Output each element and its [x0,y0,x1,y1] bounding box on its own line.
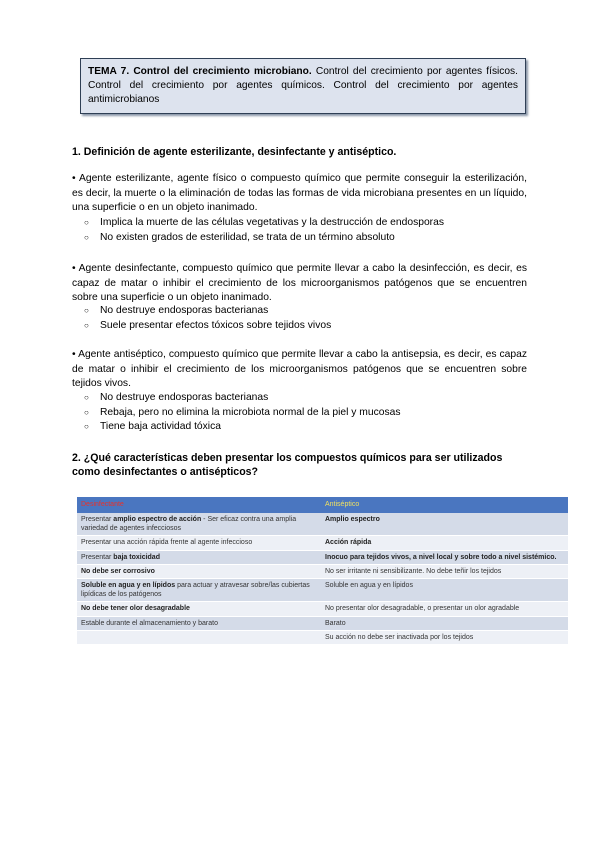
list-item: ○ Suele presentar efectos tóxicos sobre tejidos vivos [84,319,331,334]
table-row [77,616,568,630]
desinfectante-list [84,304,331,333]
list-item: ○ No destruye endosporas bacterianas [84,304,331,319]
esterilizante-paragraph: • Agente esterilizante, agente físico o compuesto químico que permite conseguir la esterilización, es decir, la muerte o la eliminación de todas las formas de vida microbiana presentes en un líquido, una superficie o en un objeto inanimado. [72,173,527,214]
cell-antiseptico [321,630,568,644]
cell-desinfectante [77,579,321,602]
antiseptico-paragraph: • Agente antiséptico, compuesto químico que permite llevar a cabo la antisepsia, es decir, es capaz de matar o inhibir el crecimiento de los microorganismos patógenos que se encuentren sobre tejidos vivos. [72,349,527,390]
section2-heading: 2. ¿Qué características deben presentar los compuestos químicos para ser utilizados como desinfectantes o antisépticos? [72,452,503,478]
cell-antiseptico [321,513,568,536]
cell-text-bold: Amplio espectro [325,516,380,523]
cell-desinfectante [77,513,321,536]
topic-text: Control del crecimiento por agentes físicos. Control del crecimiento por agentes químicos. Control del crecimiento por agentes antimicrobianos [88,66,518,105]
cell-text-pre: No ser irritante ni sensibilizante. No debe teñir los tejidos [325,567,502,575]
section1-heading: 1. Definición de agente esterilizante, desinfectante y antiséptico. [72,146,397,158]
topic-box [80,58,526,114]
cell-desinfectante [77,602,321,616]
header-antiseptico: Antiséptico [321,497,568,513]
cell-desinfectante [77,564,321,578]
cell-desinfectante [77,550,321,564]
table-row [77,579,568,602]
table-row [77,602,568,616]
cell-desinfectante [77,630,321,644]
esterilizante-list [84,216,444,245]
cell-text-bold: Inocuo para tejidos vivos, a nivel local y sobre todo a nivel sistémico. [325,553,557,561]
cell-text-bold: No debe ser corrosivo [81,567,155,575]
cell-text-bold: No debe tener olor desagradable [81,605,190,613]
comparison-table [77,497,568,645]
cell-text-pre: Presentar [81,516,114,523]
cell-text-pre: Presentar [81,553,114,561]
cell-desinfectante [77,616,321,630]
cell-antiseptico [321,616,568,630]
cell-text-post: para actuar y atravesar sobre/las cubiertas lipídicas de los patógenos [81,582,310,599]
table-row [77,513,568,536]
desinfectante-paragraph: • Agente desinfectante, compuesto químico que permite llevar a cabo la desinfección, es decir, es capaz de matar o inhibir el crecimiento de los microorganismos patógenos que se encuentren sobre una superficie o un objeto inanimado. [72,263,527,304]
list-item: ○ Rebaja, pero no elimina la microbiota normal de la piel y mucosas [84,406,400,421]
cell-text-pre: No presentar olor desagradable, o presentar un olor agradable [325,605,520,613]
cell-antiseptico [321,564,568,578]
topic-title: TEMA 7. Control del crecimiento microbiano. [88,66,312,77]
list-item: ○ Implica la muerte de las células vegetativas y la destrucción de endosporas [84,216,444,231]
cell-text-pre: Barato [325,619,346,627]
header-desinfectante: Desinfectante [77,497,321,513]
cell-text-post: - Ser eficaz contra una amplia variedad de agentes infecciosos [81,516,297,533]
cell-text-pre: Presentar una acción rápida frente al agente infeccioso [81,539,253,547]
cell-desinfectante [77,536,321,550]
cell-text-pre: Estable durante el almacenamiento y barato [81,619,218,627]
list-item: ○ Tiene baja actividad tóxica [84,420,400,435]
table-row [77,550,568,564]
cell-antiseptico [321,579,568,602]
cell-text-bold: Acción rápida [325,539,372,547]
cell-antiseptico [321,550,568,564]
cell-antiseptico [321,602,568,616]
table-header-row [77,497,568,513]
cell-text-bold: Soluble en agua y en lípidos [81,582,176,590]
table-row [77,630,568,644]
cell-text-bold: baja toxicidad [113,553,160,561]
antiseptico-list [84,391,400,435]
list-item: ○ No existen grados de esterilidad, se trata de un término absoluto [84,231,444,246]
table-row [77,536,568,550]
cell-text-bold: amplio espectro de acción [113,516,202,523]
cell-text-pre: Soluble en agua y en lípidos [325,582,413,590]
table-row [77,564,568,578]
cell-text-pre: Su acción no debe ser inactivada por los tejidos [325,633,474,641]
cell-antiseptico [321,536,568,550]
list-item: ○ No destruye endosporas bacterianas [84,391,400,406]
